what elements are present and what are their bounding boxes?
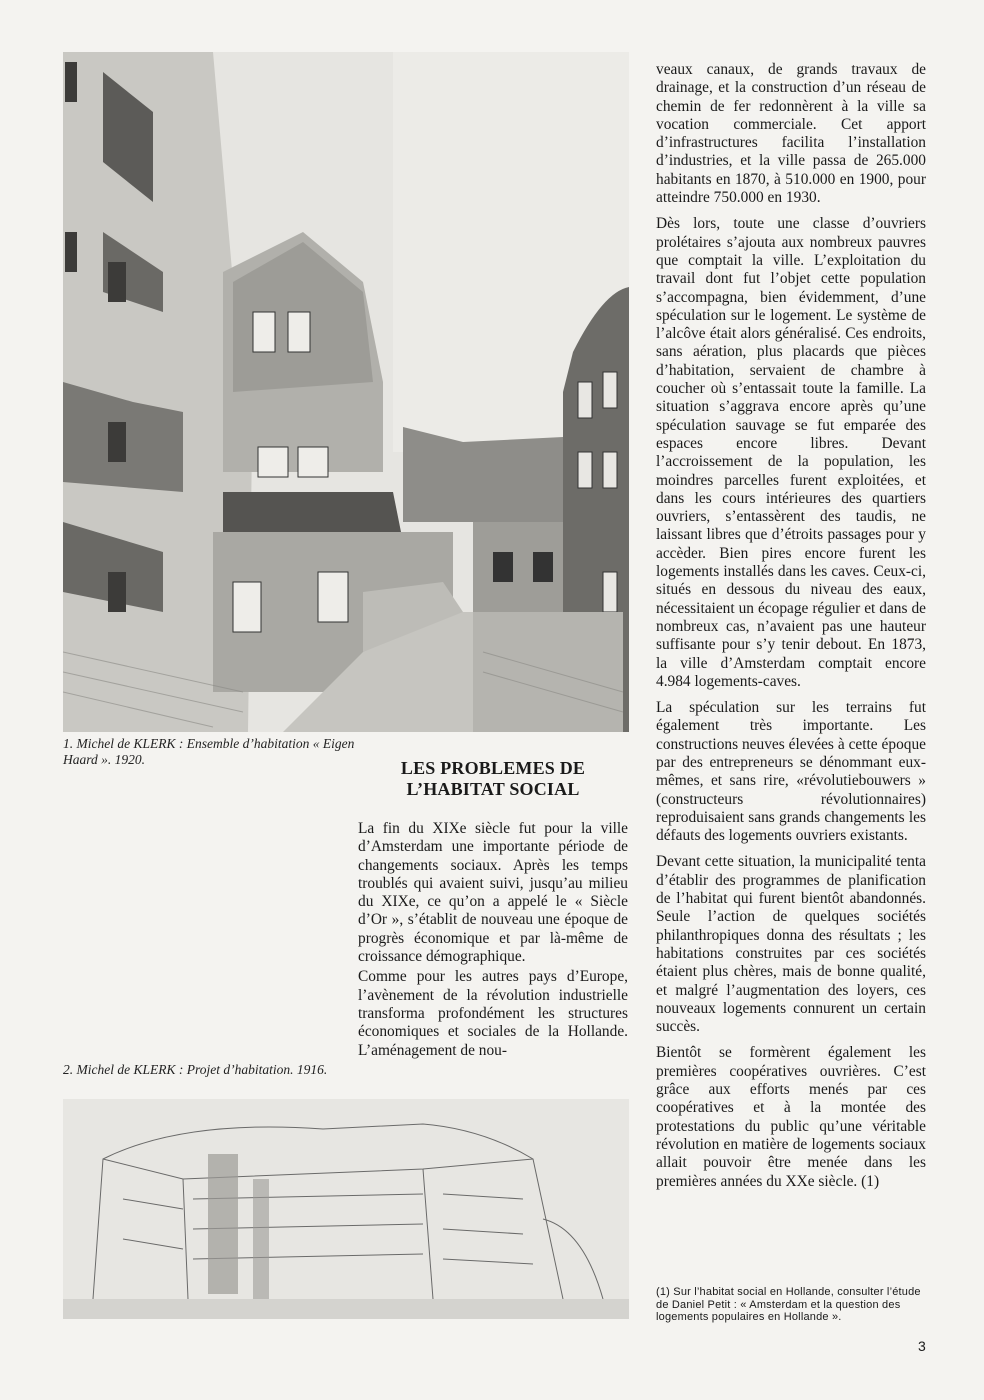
article-headline: LES PROBLEMES DE L’HABITAT SOCIAL — [400, 758, 586, 799]
right-column — [656, 61, 926, 1199]
paragraph: Dès lors, toute une classe d’ouvriers prolétaires s’ajouta aux nombreux pauvres que comptait la ville. L’exploitation du travail dont fut l’objet cette population s’accompagna, bien évidemment, d’une spéculation sur le logement. Le système de l’alcôve était alors généralisé. Ces endroits, sans aération, plus placards que pièces d’habitation, servaient de chambre à coucher où s’entassait toute la famille. La situation s’aggrava encore après qu’une spéculation sauvage se fut emparée des espaces encore libres. Devant l’accroissement de la population, les moindres parcelles furent exploitées, et dans les cours intérieures des quartiers ouvriers, s’entassèrent des taudis, ne laissant libres que d’étroits passages pour y accèder. Bien pires encore furent les logements installés dans les caves. Ceux-ci, situés en dessous du niveau des eaux, nécessitaient un écopage régulier et dans de nombreux cas, n’avaient pas une hauteur suffisante pour s’y tenir debout. En 1873, la ville d’Amsterdam comptait encore 4.984 logements-caves. — [656, 215, 926, 690]
paragraph: La fin du XIXe siècle fut pour la ville d’Amsterdam une importante période de changements sociaux. Après les temps troublés qui avaient suivi, jusqu’au milieu du XIXe, ce qu’on a appelé le « Siècle d’Or », s’établit de nouveau une époque de progrès économique et par là-même de croissance démographique. — [358, 820, 628, 966]
paragraph: La spéculation sur les terrains fut également très importante. Les constructions neuves élevées à cette époque par des entrepreneurs se dénommant eux-mêmes, et sans rire, «révolutiebouwers » (constructeurs révolutionnaires) reproduisaient sans grands changements les défauts des logements ouvriers existants. — [656, 699, 926, 845]
housing-project-sketch — [63, 1099, 629, 1319]
figure1-photo — [63, 52, 629, 732]
figure2-sketch — [63, 1099, 629, 1319]
figure2-caption: 2. Michel de KLERK : Projet d’habitation. 1916. — [63, 1062, 328, 1077]
middle-column — [358, 820, 628, 1062]
paragraph: veaux canaux, de grands travaux de drainage, et la construction d’un réseau de chemin de fer redonnèrent à la ville sa vocation commerciale. Cet apport d’infrastructures facilita l’installation d’industries, et la ville passa de 265.000 habitants en 1870, à 510.000 en 1900, pour atteindre 750.000 en 1930. — [656, 61, 926, 207]
figure1-caption: 1. Michel de KLERK : Ensemble d’habitation « Eigen Haard ». 1920. — [63, 736, 355, 767]
paragraph: Devant cette situation, la municipalité tenta d’établir des programmes de planification de l’habitat qui furent bientôt abandonnés. Seule l’action de quelques sociétés philanthropiques donna des résultats ; les habitations construites par ces sociétés étaient plus chères, mais de bonne qualité, et malgré l’augmentation des loyers, ces nouveaux logements connurent un certain succès. — [656, 853, 926, 1036]
footnote: (1) Sur l’habitat social en Hollande, consulter l’étude de Daniel Petit : « Amsterdam et la question des logements populaires en Hollande ». — [656, 1286, 921, 1323]
paragraph: Bientôt se formèrent également les premières coopératives ouvrières. C’est grâce aux efforts menés par ces coopératives et à la montée des protestations du public qu’une véritable révolution en matière de logements sociaux allait pouvoir être menée dans les premières années du XXe siècle. (1) — [656, 1044, 926, 1190]
courtyard-illustration — [63, 52, 629, 732]
paragraph: Comme pour les autres pays d’Europe, l’avènement de la révolution industrielle transforma profondément les structures économiques et sociales de la Hollande. L’aménagement de nou- — [358, 968, 628, 1059]
page-number: 3 — [918, 1338, 926, 1354]
